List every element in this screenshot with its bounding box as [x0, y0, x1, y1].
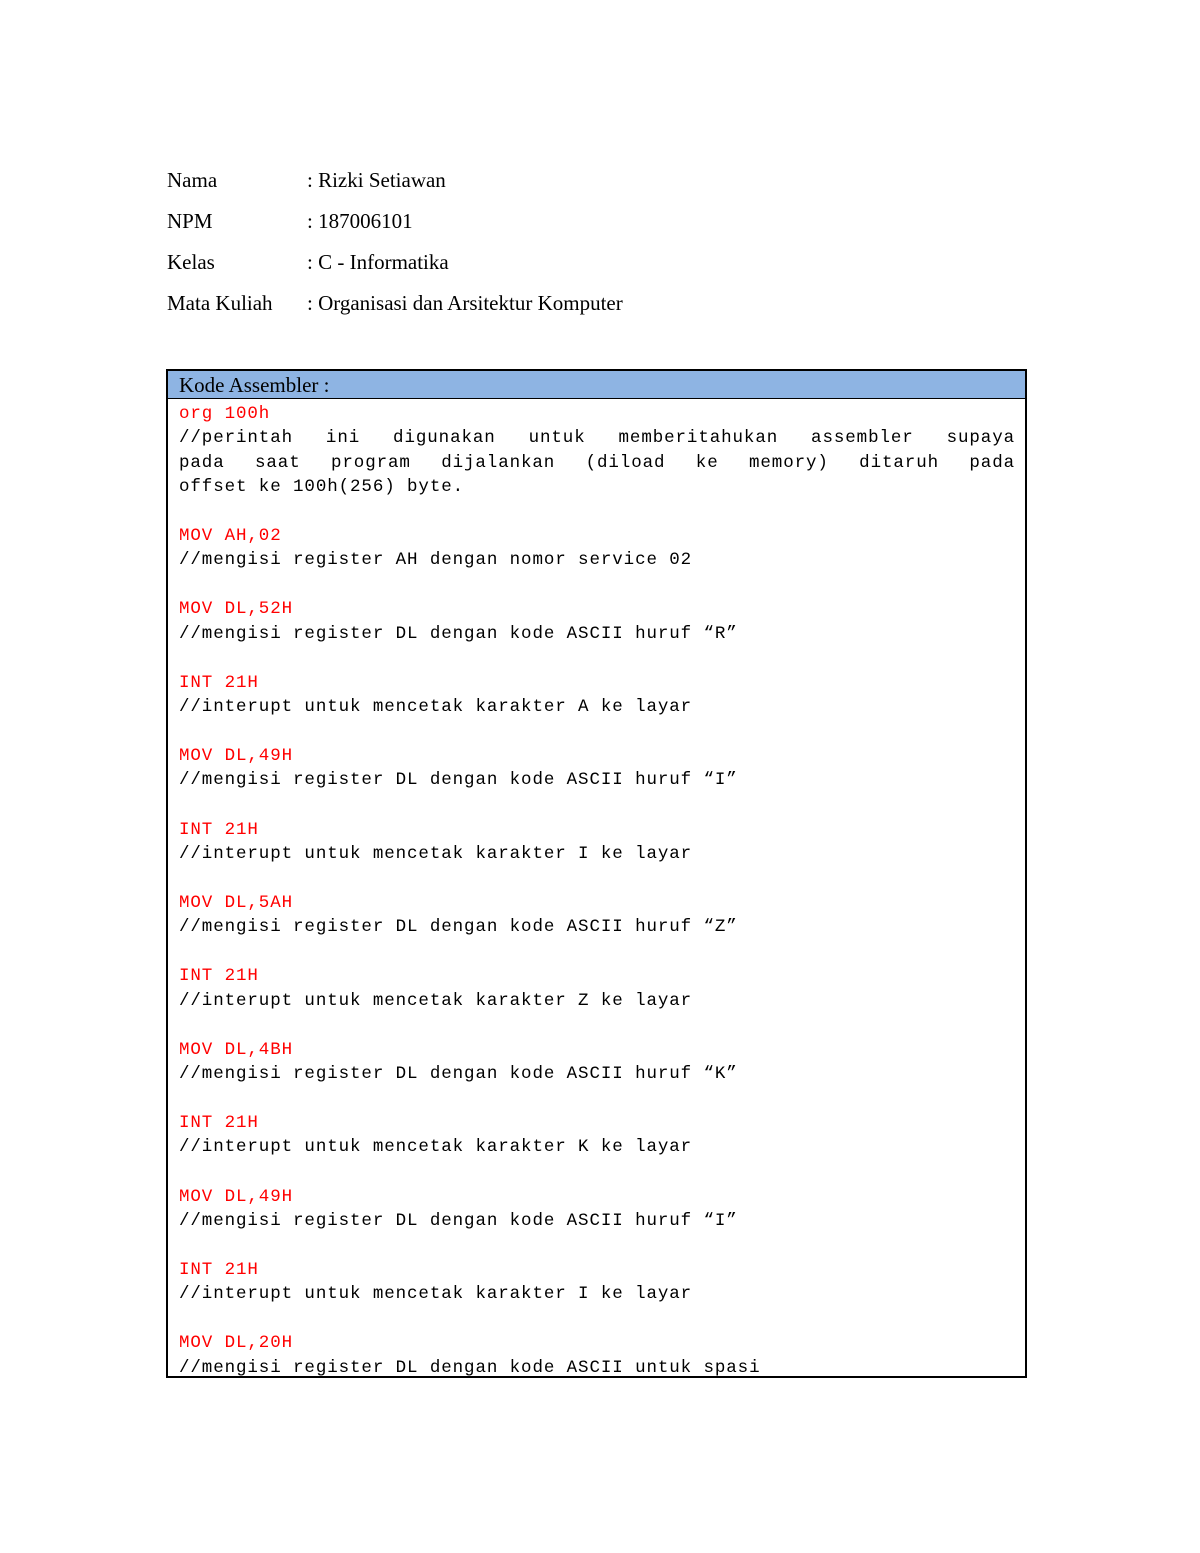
info-label: Kelas	[167, 250, 215, 274]
code-comment: pada saat program dijalankan (diload ke memory) ditaruh pada	[179, 452, 1015, 473]
blank-line	[179, 1086, 1015, 1111]
blank-line	[179, 646, 1015, 671]
code-instruction: MOV DL,49H	[179, 746, 294, 767]
code-comment: //interupt untuk mencetak karakter I ke layar	[179, 843, 693, 864]
code-instruction: MOV AH,02	[179, 525, 282, 546]
code-instruction: INT 21H	[179, 672, 259, 693]
code-instruction: MOV DL,4BH	[179, 1039, 294, 1060]
code-box	[166, 369, 1027, 1378]
blank-line	[179, 1306, 1015, 1331]
info-row-mata-kuliah	[167, 289, 867, 330]
code-instruction: MOV DL,5AH	[179, 892, 294, 913]
code-instruction: INT 21H	[179, 819, 259, 840]
code-instruction: MOV DL,52H	[179, 599, 294, 620]
blank-line	[179, 866, 1015, 891]
blank-line	[179, 1013, 1015, 1038]
code-comment: //mengisi register DL dengan kode ASCII huruf “Z”	[179, 917, 738, 938]
blank-line	[179, 793, 1015, 818]
info-value: : Organisasi dan Arsitektur Komputer	[307, 291, 623, 315]
info-row-kelas	[167, 248, 867, 289]
code-comment: //interupt untuk mencetak karakter Z ke layar	[179, 990, 693, 1011]
blank-line	[179, 940, 1015, 965]
blank-line	[179, 1233, 1015, 1258]
blank-line	[179, 1160, 1015, 1185]
code-comment: offset ke 100h(256) byte.	[179, 476, 465, 497]
info-label: NPM	[167, 209, 213, 233]
code-instruction: org 100h	[179, 404, 271, 424]
code-instruction: INT 21H	[179, 1113, 259, 1134]
blank-line	[179, 499, 1015, 524]
code-instruction: MOV DL,20H	[179, 1333, 294, 1354]
code-instruction: MOV DL,49H	[179, 1186, 294, 1207]
info-value: : 187006101	[307, 209, 413, 233]
info-value: : C - Informatika	[307, 250, 449, 274]
info-value: : Rizki Setiawan	[307, 168, 446, 192]
code-comment: //perintah ini digunakan untuk memberitahukan assembler supaya	[179, 428, 1015, 449]
code-comment: //mengisi register DL dengan kode ASCII huruf “K”	[179, 1064, 738, 1085]
info-row-npm	[167, 207, 867, 248]
code-instruction: INT 21H	[179, 1259, 259, 1280]
code-box-header: Kode Assembler :	[168, 371, 1025, 399]
student-info	[167, 166, 867, 330]
code-comment: //mengisi register DL dengan kode ASCII huruf “R”	[179, 623, 738, 644]
code-instruction: INT 21H	[179, 966, 259, 987]
code-comment: //interupt untuk mencetak karakter I ke layar	[179, 1284, 693, 1305]
code-comment: //mengisi register DL dengan kode ASCII huruf “I”	[179, 770, 738, 791]
code-comment: //mengisi register DL dengan kode ASCII untuk spasi	[179, 1357, 761, 1378]
info-label: Nama	[167, 168, 218, 192]
blank-line	[179, 719, 1015, 744]
code-comment: //mengisi register DL dengan kode ASCII huruf “I”	[179, 1210, 738, 1231]
blank-line	[179, 573, 1015, 598]
code-body	[168, 399, 1025, 1380]
code-comment: //interupt untuk mencetak karakter K ke layar	[179, 1137, 693, 1158]
code-comment: //interupt untuk mencetak karakter A ke layar	[179, 697, 693, 718]
code-comment: //mengisi register AH dengan nomor service 02	[179, 550, 693, 571]
info-label: Mata Kuliah	[167, 291, 273, 315]
info-row-nama	[167, 166, 867, 207]
